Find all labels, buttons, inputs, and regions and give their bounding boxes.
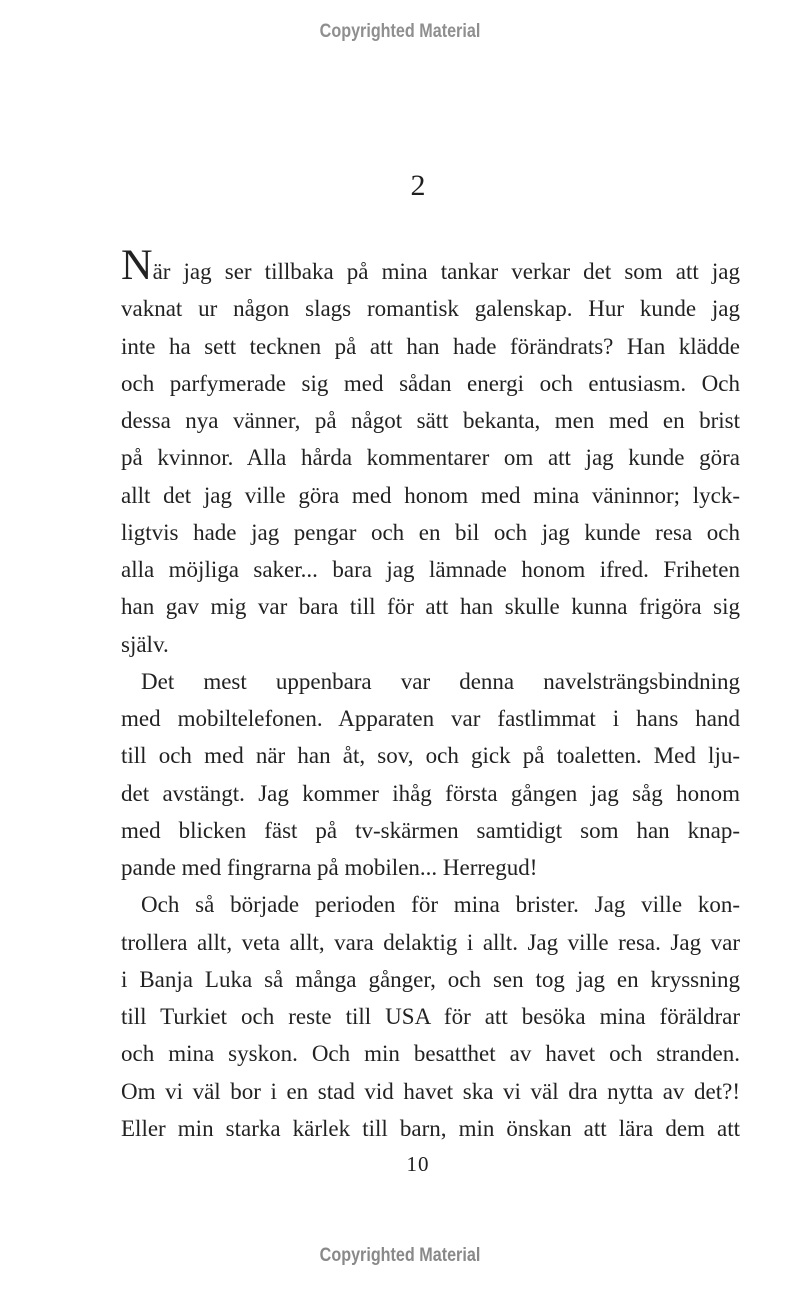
text-line: Och så började perioden för mina brister. Jag ville kon-: [141, 892, 740, 918]
text-line: pande med fingrarna på mobilen... Herregud!: [121, 855, 538, 880]
text-line: trollera allt, veta allt, vara delaktig i allt. Jag ville resa. Jag var: [121, 929, 740, 955]
text-line: med mobiltelefonen. Apparaten var fastlimmat i hans hand: [121, 706, 740, 731]
text-line: han gav mig var bara till för att han skulle kunna frigöra sig: [121, 594, 740, 620]
copyright-watermark-bottom: Copyrighted Material: [319, 1245, 481, 1266]
text-line: och mina syskon. Och min besatthet av havet och stranden.: [121, 1041, 740, 1067]
chapter-number: 2: [410, 169, 426, 202]
text-line: ligtvis hade jag pengar och en bil och jag kunde resa och: [121, 519, 740, 545]
text-line: det avstängt. Jag kommer ihåg första gången jag såg honom: [121, 780, 740, 806]
text-line: dessa nya vänner, på något sätt bekanta, men med en brist: [121, 408, 740, 433]
text-line: alla möjliga saker... bara jag lämnade honom ifred. Friheten: [121, 557, 740, 582]
page-number: 10: [406, 1152, 430, 1176]
text-line: vaknat ur någon slags romantisk galenskap. Hur kunde jag: [121, 296, 740, 322]
text-line: Det mest uppenbara var denna navelsträngsbindning: [141, 668, 740, 694]
text-line: Om vi väl bor i en stad vid havet ska vi väl dra nytta av det?!: [121, 1078, 740, 1104]
text-line: allt det jag ville göra med honom med mina väninnor; lyck-: [121, 482, 740, 508]
text-line: på kvinnor. Alla hårda kommentarer om att jag kunde göra: [121, 445, 740, 471]
text-line: och parfymerade sig med sådan energi och entusiasm. Och: [121, 370, 740, 396]
body-text: [121, 241, 740, 1147]
text-line: Eller min starka kärlek till barn, min önskan att lära dem att: [121, 1115, 740, 1141]
text-line: inte ha sett tecknen på att han hade förändrats? Han klädde: [121, 333, 740, 359]
text-line: med blicken fäst på tv-skärmen samtidigt som han knap-: [121, 817, 740, 843]
text-line: När jag ser tillbaka på mina tankar verkar det som att jag: [121, 241, 740, 289]
text-line: i Banja Luka så många gånger, och sen tog jag en kryssning: [121, 966, 740, 992]
text-line: själv.: [121, 631, 169, 657]
text-line: till och med när han åt, sov, och gick på toaletten. Med lju-: [121, 743, 740, 769]
copyright-watermark-top: Copyrighted Material: [319, 21, 481, 42]
text-line: till Turkiet och reste till USA för att besöka mina föräldrar: [121, 1004, 740, 1029]
